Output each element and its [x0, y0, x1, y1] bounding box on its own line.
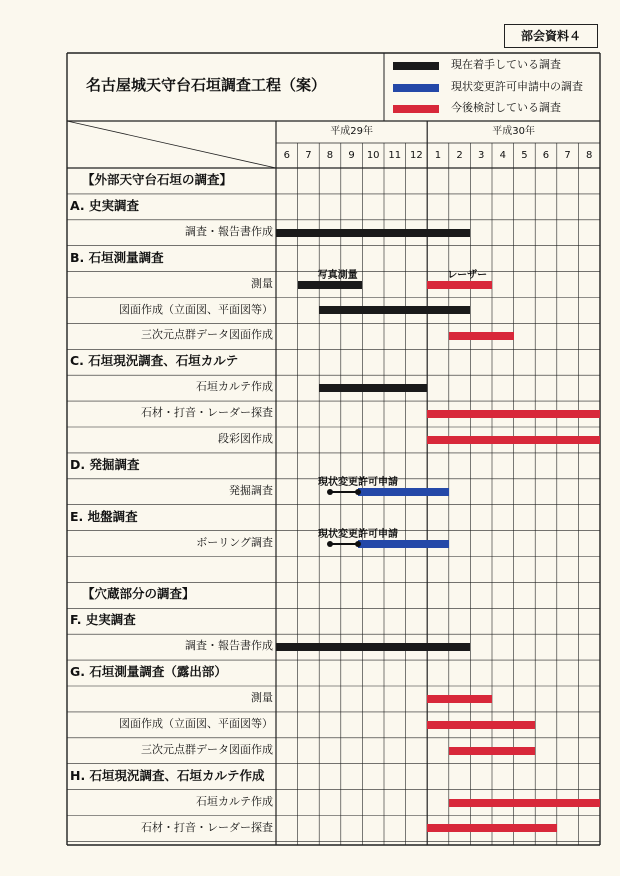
category-heading: A. 史実調査: [70, 197, 140, 213]
legend-label-current: 現在着手している調査: [451, 58, 561, 71]
category-heading: F. 史実調査: [70, 612, 136, 628]
category-heading: D. 発掘調査: [70, 456, 140, 472]
document-tag: 部会資料４: [504, 24, 598, 48]
task-label: 三次元点群データ図面作成: [141, 328, 273, 342]
bar-annotation: 現状変更許可申請: [318, 528, 398, 540]
gantt-bar-permit: [358, 540, 449, 548]
category-heading: C. 石垣現況調査、石垣カルテ: [70, 353, 239, 369]
milestone-dot: [355, 541, 361, 547]
task-label: 調査・報告書作成: [185, 639, 273, 653]
month-label: 6: [542, 150, 550, 161]
gantt-bar-planned: [427, 436, 600, 444]
category-heading: B. 石垣測量調査: [70, 249, 164, 265]
gantt-bar-current: [276, 643, 470, 651]
month-label: 1: [434, 150, 442, 161]
month-label: 9: [348, 150, 355, 161]
legend-swatch-permit: [393, 84, 439, 92]
legend-swatch-current: [393, 62, 439, 70]
task-label: 石材・打音・レーダー探査: [141, 406, 273, 420]
header-diagonal: [67, 121, 276, 168]
month-label: 4: [499, 150, 506, 161]
gantt-bar-current: [276, 229, 470, 237]
task-label: ボーリング調査: [196, 535, 273, 549]
section-heading: 【穴蔵部分の調査】: [82, 586, 195, 602]
month-label: 10: [366, 150, 380, 161]
permit-lead-line: [330, 491, 358, 493]
task-label: 石垣カルテ作成: [196, 794, 273, 808]
month-label: 3: [478, 150, 485, 161]
milestone-dot: [327, 541, 333, 547]
legend-label-planned: 今後検討している調査: [451, 101, 561, 114]
gantt-bar-planned: [427, 695, 492, 703]
gantt-bar-current: [319, 306, 470, 314]
section-heading: 【外部天守台石垣の調査】: [82, 172, 233, 187]
month-label: 12: [410, 150, 423, 161]
gantt-bar-planned: [427, 721, 535, 729]
gantt-bar-planned: [449, 747, 535, 755]
milestone-dot: [327, 489, 333, 495]
permit-lead-line: [330, 543, 358, 545]
gantt-bar-current: [298, 281, 363, 289]
month-label: 8: [326, 150, 334, 161]
gantt-bar-planned: [449, 799, 600, 807]
legend-label-permit: 現状変更許可申請中の調査: [451, 80, 583, 93]
task-label: 図面作成（立面図、平面図等）: [119, 302, 273, 316]
bar-annotation: 現状変更許可申請: [318, 476, 398, 488]
gantt-bar-planned: [427, 410, 600, 418]
bar-annotation: レーザー: [447, 269, 488, 281]
gantt-bar-planned: [427, 824, 557, 832]
task-label: 石材・打音・レーダー探査: [141, 820, 273, 834]
task-label: 調査・報告書作成: [185, 224, 273, 238]
category-heading: H. 石垣現況調査、石垣カルテ作成: [70, 767, 265, 783]
category-heading: E. 地盤調査: [70, 508, 138, 524]
month-label: 7: [305, 150, 312, 161]
legend-swatch-planned: [393, 105, 439, 113]
year-label-h30: 平成30年: [492, 126, 535, 137]
task-label: 三次元点群データ図面作成: [141, 742, 273, 756]
task-label: 測量: [251, 691, 273, 704]
task-label: 発掘調査: [229, 483, 273, 497]
gantt-bar-permit: [358, 488, 449, 496]
month-label: 6: [283, 150, 290, 161]
month-label: 8: [586, 150, 593, 161]
task-label: 図面作成（立面図、平面図等）: [119, 716, 273, 730]
task-label: 段彩図作成: [218, 432, 273, 445]
category-heading: G. 石垣測量調査（露出部）: [70, 664, 227, 680]
task-label: 測量: [251, 276, 273, 290]
milestone-dot: [355, 489, 361, 495]
month-label: 7: [564, 150, 571, 161]
month-label: 2: [456, 150, 463, 161]
month-label: 5: [521, 150, 528, 161]
page-title: 名古屋城天守台石垣調査工程（案）: [86, 76, 327, 94]
gantt-bar-planned: [427, 281, 492, 289]
year-label-h29: 平成29年: [330, 126, 373, 137]
month-label: 11: [388, 150, 402, 161]
gantt-bar-planned: [449, 332, 514, 340]
bar-annotation: 写真測量: [317, 269, 358, 281]
gantt-bar-current: [319, 384, 427, 392]
task-label: 石垣カルテ作成: [196, 380, 273, 394]
